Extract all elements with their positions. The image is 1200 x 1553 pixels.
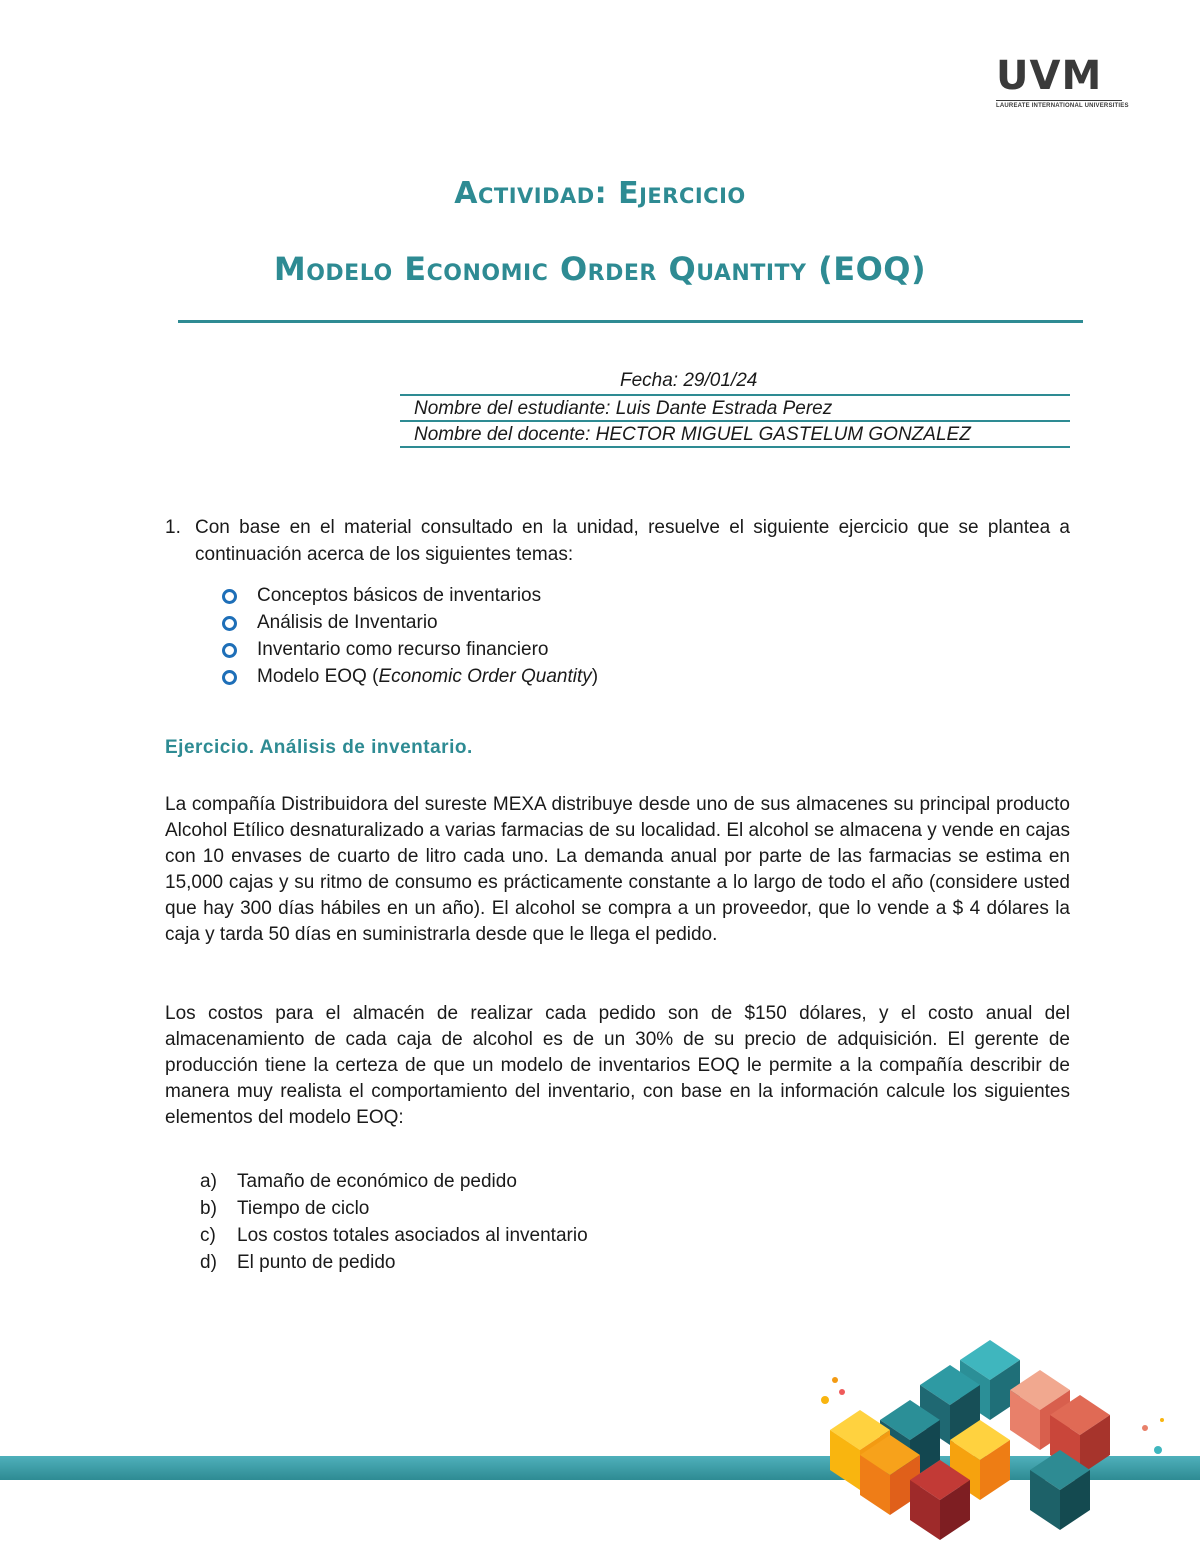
item-text: Tiempo de ciclo [237,1198,370,1219]
topic-text: Conceptos básicos de inventarios [257,585,542,606]
item-text: Tamaño de económico de pedido [237,1171,517,1192]
item-text: El punto de pedido [237,1252,396,1273]
logo-subtitle: LAUREATE INTERNATIONAL UNIVERSITIES [996,100,1122,109]
item-label: a) [200,1171,217,1192]
topic-italic: Economic Order Quantity [378,666,592,687]
list-item [200,1249,588,1276]
question-text: Con base en el material consultado en la unidad, resuelve el siguiente ejercicio que se plantea a continuación acerca de los siguientes temas: [195,517,1070,565]
exercise-heading: Ejercicio. Análisis de inventario. [165,737,473,758]
circle-bullet-icon [222,643,237,658]
exercise-paragraph-2: Los costos para el almacén de realizar cada pedido son de $150 dólares, y el costo anual del almacenamiento de cada caja de alcohol es de un 30% de su precio de adquisición. El gerente de producción tiene la certeza de que un modelo de inventarios EOQ le permite a la compañía describir de manera muy realista el comportamiento del inventario, con base en la información calcule los siguientes elementos del modelo EOQ: [165,1003,1070,1128]
list-item [200,1222,588,1249]
list-item [222,663,598,690]
uvm-logo [996,53,1129,109]
logo-wordmark: UVM [996,53,1103,99]
requirements-list [200,1168,588,1276]
topic-prefix: Modelo EOQ ( [257,666,379,687]
list-item [222,609,598,636]
model-title: Modelo Economic Order Quantity (EOQ) [273,250,927,288]
question-1 [165,514,1070,568]
teacher-underline [400,446,1070,448]
topic-text: Inventario como recurso financiero [257,639,549,660]
item-label: c) [200,1225,216,1246]
list-item [200,1168,588,1195]
student-underline [400,420,1070,422]
circle-bullet-icon [222,670,237,685]
topics-list [222,582,598,690]
topic-suffix: ) [591,666,599,687]
teacher-name-field: Nombre del docente: HECTOR MIGUEL GASTELUM GONZALEZ [414,424,971,445]
date-underline [400,394,1070,396]
list-item [222,636,598,663]
topic-text: Análisis de Inventario [257,612,438,633]
circle-bullet-icon [222,616,237,631]
item-label: b) [200,1198,217,1219]
exercise-paragraph-1: La compañía Distribuidora del sureste MEXA distribuye desde uno de sus almacenes su principal producto Alcohol Etílico desnaturalizado a varias farmacias de su localidad. El alcohol se almacena y vende en cajas con 10 envases de cuarto de litro cada uno. La demanda anual por parte de las farmacias se estima en 15,000 cajas y su ritmo de consumo es prácticamente constante a lo largo de todo el año (considere usted que hay 300 días hábiles en un año). El alcohol se compra a un proveedor, que lo vende a $ 4 dólares la caja y tarda 50 días en suministrarla desde que le llega el pedido. [165,794,1070,945]
question-number: 1. [165,517,181,538]
title-divider [178,320,1083,323]
activity-title: Actividad: Ejercicio [454,176,746,211]
date-field: Fecha: 29/01/24 [620,370,758,391]
student-name-field: Nombre del estudiante: Luis Dante Estrada Perez [414,398,833,419]
circle-bullet-icon [222,589,237,604]
item-text: Los costos totales asociados al inventario [237,1225,588,1246]
list-item [222,582,598,609]
list-item [200,1195,588,1222]
item-label: d) [200,1252,217,1273]
decorative-cubes-graphic [800,1330,1180,1553]
